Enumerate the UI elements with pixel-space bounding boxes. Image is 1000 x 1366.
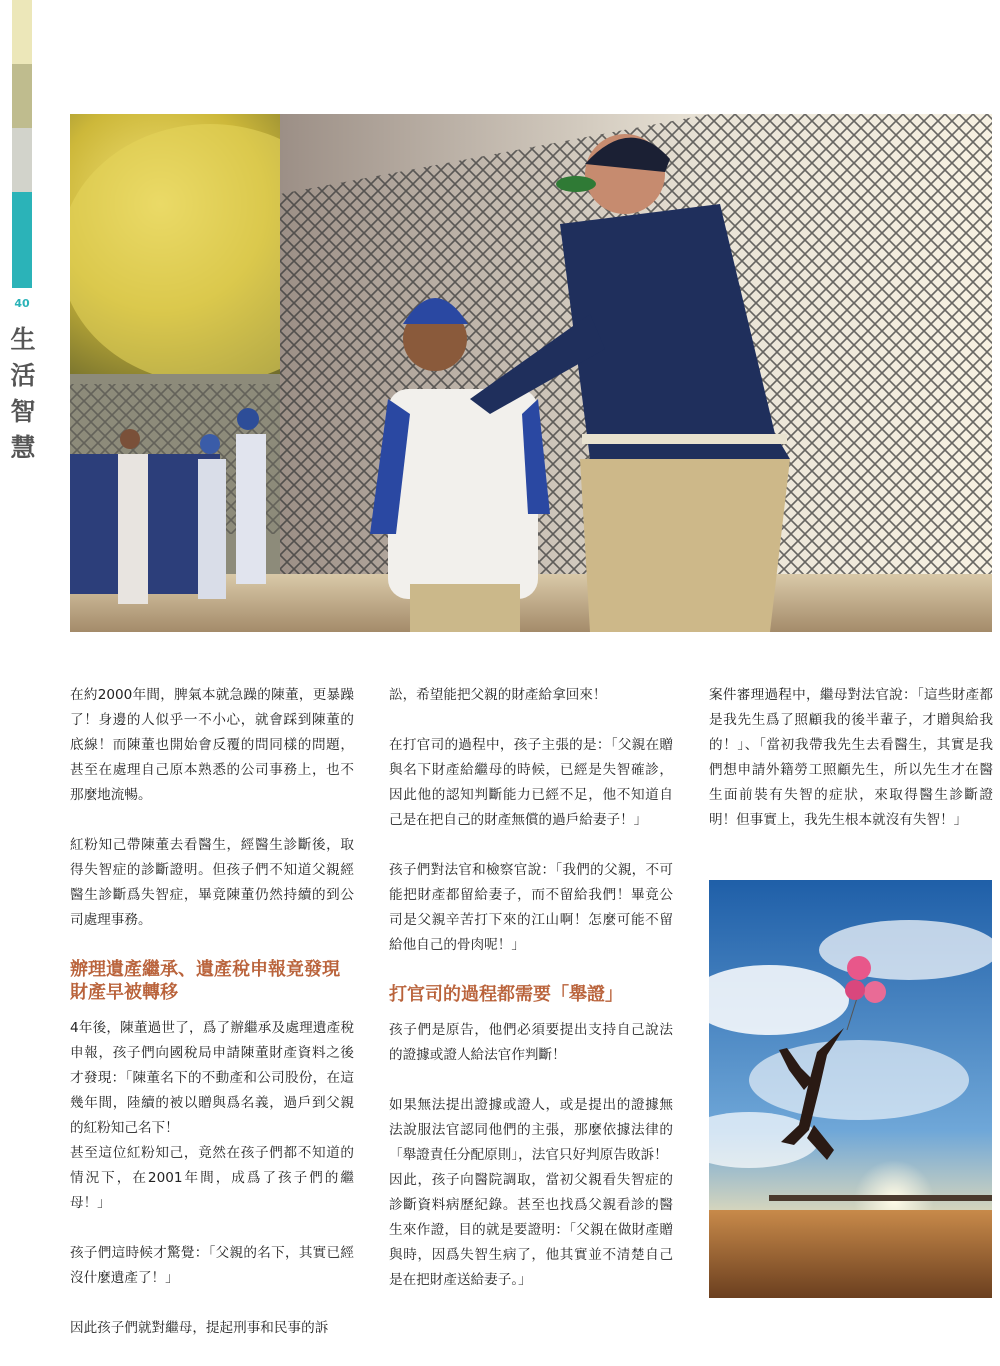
paragraph: 因此孩子們就對繼母，提起刑事和民事的訴 <box>70 1320 329 1336</box>
paragraph: 孩子們是原告，他們必須要提出支持自己說法的證據或證人給法官作判斷！ <box>389 1022 673 1063</box>
paragraph: 案件審理過程中，繼母對法官說：「這些財產都是我先生爲了照顧我的後半輩子，才贈與給我的！」、「當初我帶我先生去看醫生，其實是我們想申請外籍勞工照顧先生，所以先生才在醫生面前裝有失智的症狀，來取得醫生診斷證明！但事實上，我先生根本就沒有失智！」 <box>709 687 993 828</box>
article-column-3 <box>709 683 993 858</box>
section-heading: 辦理遺產繼承、遺產稅申報竟發現財產早被轉移 <box>70 959 340 1003</box>
paragraph: 孩子們這時候才驚覺：「父親的名下，其實已經沒什麼遺產了！」 <box>70 1245 354 1286</box>
paragraph: 訟，希望能把父親的財產給拿回來！ <box>389 687 607 703</box>
paragraph: 孩子們對法官和檢察官說：「我們的父親，不可能把財產都留給妻子，而不留給我們！畢竟公司是父親辛苦打下來的江山啊！怎麼可能不留給他自己的骨肉呢！」 <box>389 862 673 953</box>
paragraph: 4年後，陳董過世了，爲了辦繼承及處理遺產稅申報，孩子們向國稅局申請陳董財產資料之後才發現：「陳董名下的不動產和公司股份，在這幾年間，陸續的被以贈與爲名義，過戶到父親的紅粉知己名下！ <box>70 1020 354 1136</box>
article-column-2 <box>389 683 673 1318</box>
color-tab-3 <box>12 128 32 192</box>
balloon-jump-beach-photo <box>709 880 992 1298</box>
section-heading: 打官司的過程都需要「舉證」 <box>389 984 623 1005</box>
baseball-father-son-photo <box>70 114 992 632</box>
page-number: 40 <box>14 297 30 310</box>
paragraph: 如果無法提出證據或證人，或是提出的證據無法說服法官認同他們的主張，那麼依據法律的「舉證責任分配原則」，法官只好判原告敗訴！ <box>389 1097 673 1163</box>
paragraph: 因此，孩子向醫院調取，當初父親看失智症的診斷資料病歷紀錄。甚至也找爲父親看診的醫生來作證，目的就是要證明：「父親在做財產贈與時，因爲失智生病了，他其實並不清楚自己是在把財產送給妻子。」 <box>389 1172 673 1288</box>
color-tab-4 <box>12 192 32 288</box>
paragraph: 紅粉知己帶陳董去看醫生，經醫生診斷後，取得失智症的診斷證明。但孩子們不知道父親經醫生診斷爲失智症，畢竟陳董仍然持續的到公司處理事務。 <box>70 837 354 928</box>
paragraph: 在約2000年間，脾氣本就急躁的陳董，更暴躁了！身邊的人似乎一不小心，就會踩到陳董的底線！而陳董也開始會反覆的問同樣的問題，甚至在處理自己原本熟悉的公司事務上，也不那麼地流暢。 <box>70 687 354 803</box>
paragraph: 甚至這位紅粉知己，竟然在孩子們都不知道的情況下，在2001年間，成爲了孩子們的繼母！」 <box>70 1145 354 1211</box>
paragraph: 在打官司的過程中，孩子主張的是：「父親在贈與名下財產給繼母的時候，已經是失智確診，因此他的認知判斷能力已經不足，他不知道自己是在把自己的財產無償的過戶給妻子！」 <box>389 737 673 828</box>
color-tab-1 <box>12 0 32 64</box>
color-tab-2 <box>12 64 32 128</box>
article-column-1 <box>70 683 354 1366</box>
section-title: 生活智慧 <box>10 325 36 462</box>
